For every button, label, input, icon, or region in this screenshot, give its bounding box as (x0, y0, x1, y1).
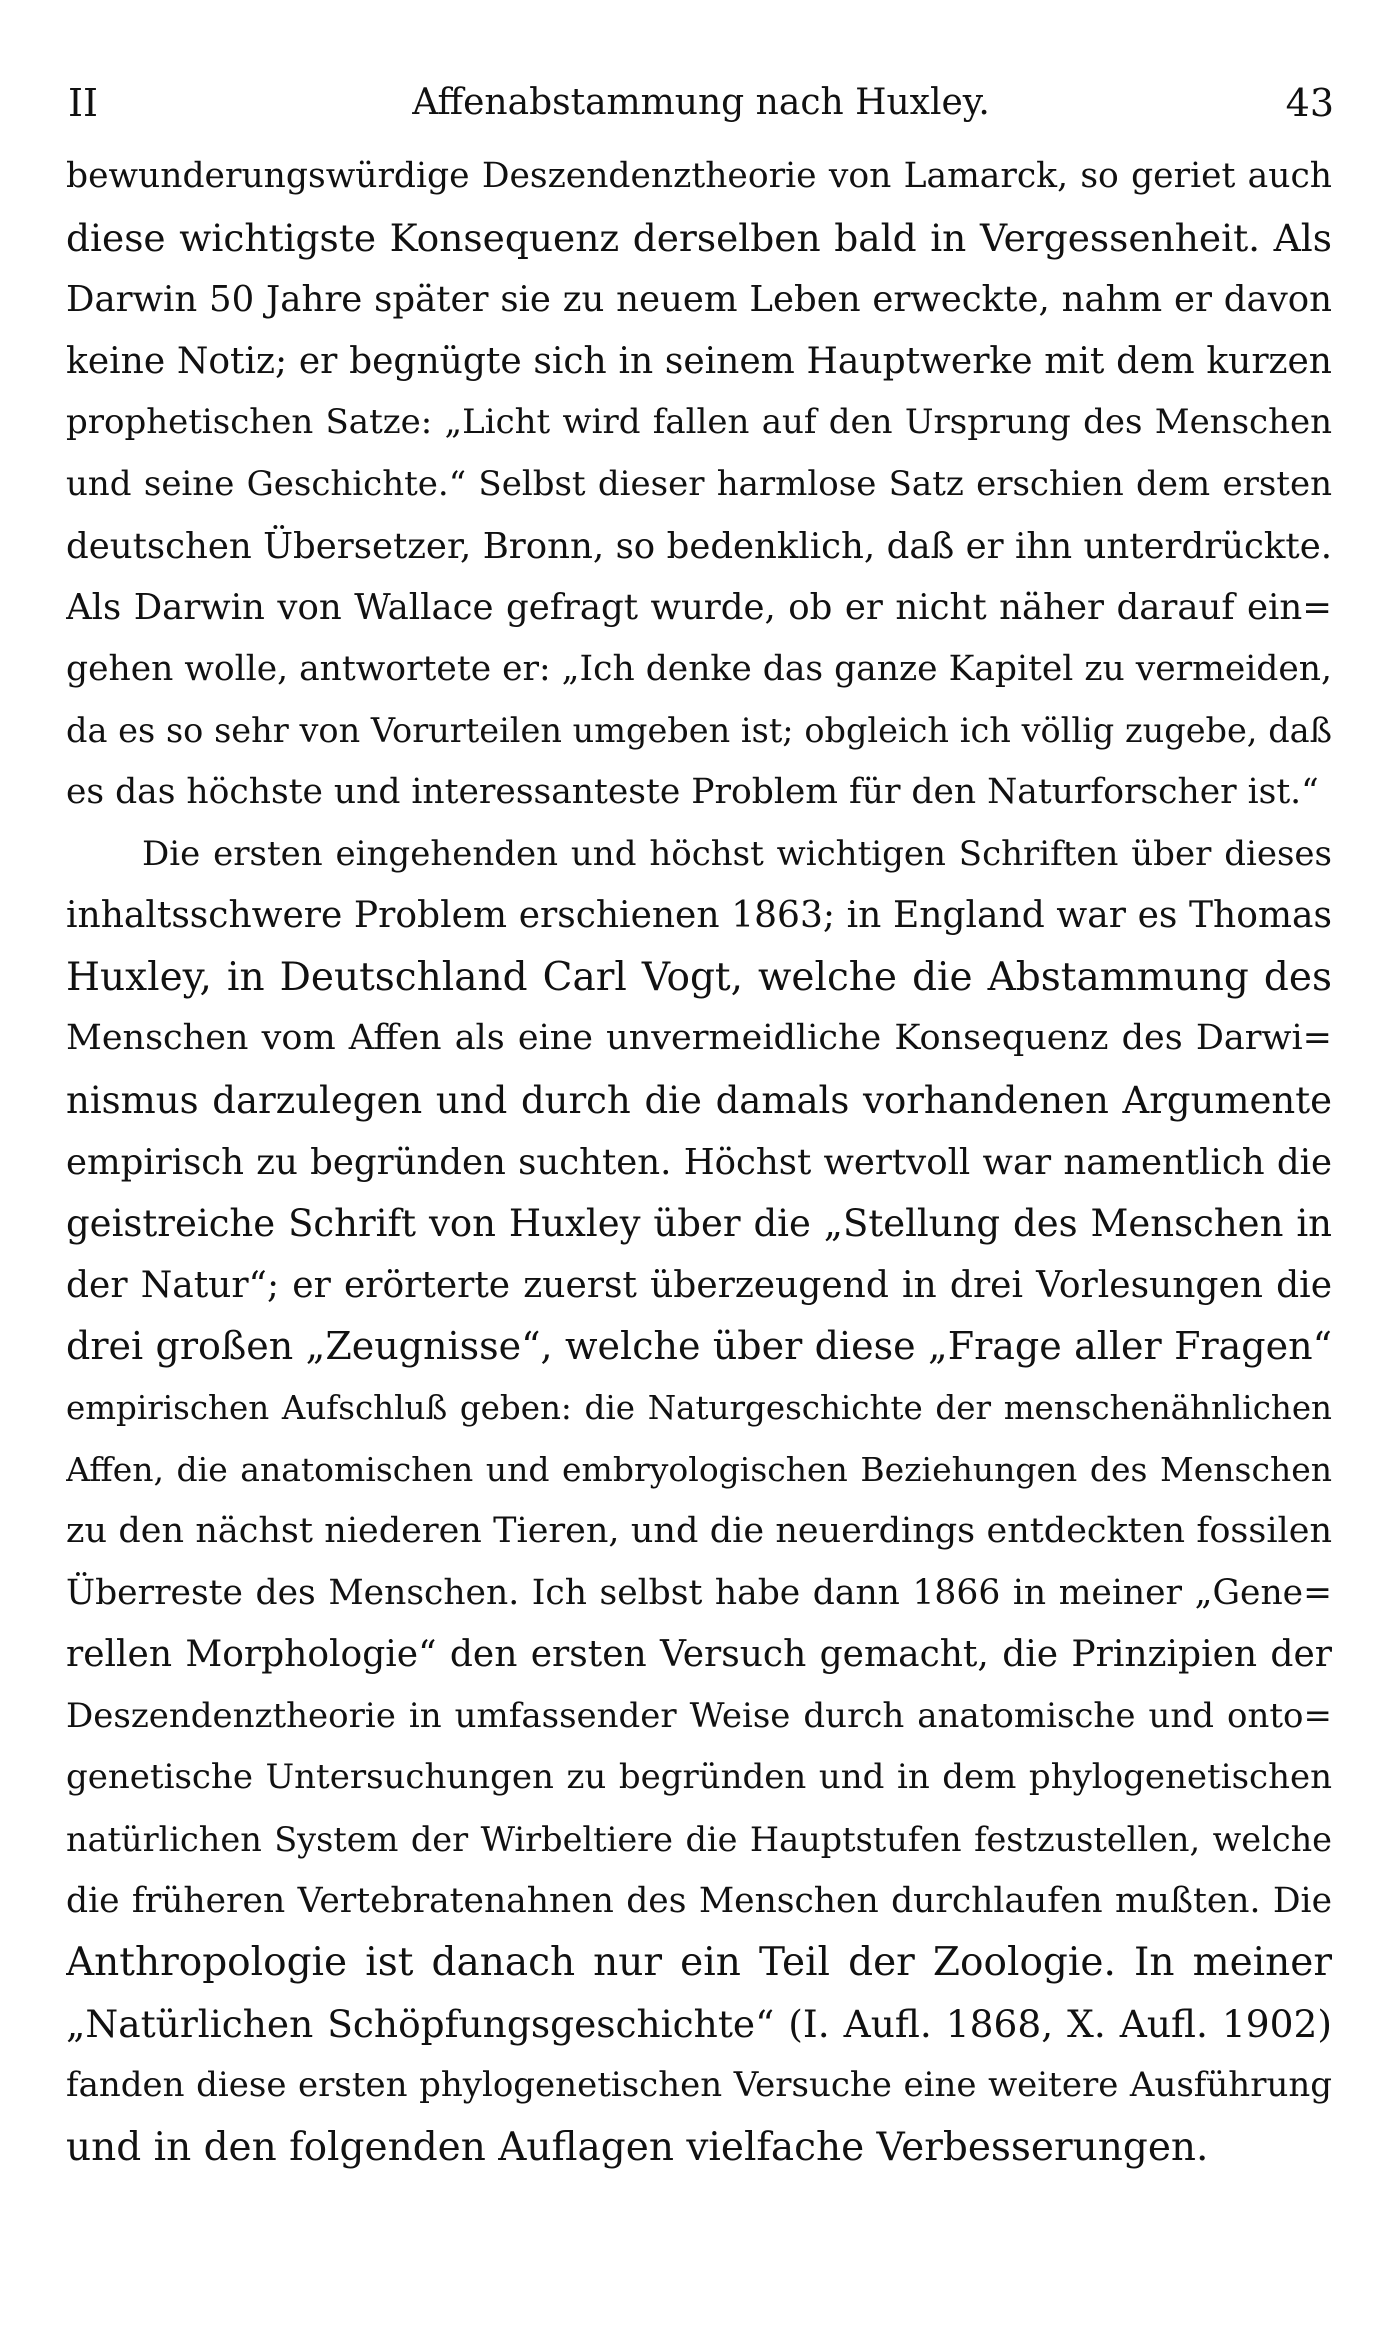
page-number: 43 (1285, 81, 1334, 125)
text-line: gehen wolle, antwortete er: „Ich denke das ganze Kapitel zu vermeiden, (66, 648, 1332, 689)
text-line: geistreiche Schrift von Huxley über die „Stellung des Menschen in (66, 1202, 1332, 1246)
text-line: „Natürlichen Schöpfungsgeschichte“ (I. Aufl. 1868, X. Aufl. 1902) (66, 2001, 1332, 2046)
text-line: da es so sehr von Vorurteilen umgeben ist; obgleich ich völlig zugebe, daß (66, 711, 1332, 751)
text-line: empirischen Aufschluß geben: die Naturgeschichte der menschenähnlichen (66, 1388, 1332, 1427)
text-line: und in den folgenden Auflagen vielfache Verbesserungen. (66, 2125, 1209, 2170)
text-line: Als Darwin von Wallace gefragt wurde, ob er nicht näher darauf ein= (66, 587, 1332, 629)
text-line: Anthropologie ist danach nur ein Teil der Zoologie. In meiner (66, 1940, 1332, 1986)
text-line: Die ersten eingehenden und höchst wichtigen Schriften über dieses (142, 833, 1332, 874)
text-line: Deszendenztheorie in umfassender Weise durch anatomische und onto= (66, 1695, 1332, 1736)
page-header (68, 78, 1334, 128)
text-line: natürlichen System der Wirbeltiere die Hauptstufen festzustellen, welche (66, 1820, 1332, 1860)
text-line: und seine Geschichte.“ Selbst dieser harmlose Satz erschien dem ersten (66, 463, 1332, 504)
text-line: die früheren Vertebratenahnen des Menschen durchlaufen mußten. Die (66, 1880, 1332, 1921)
text-line: Menschen vom Affen als eine unvermeidliche Konsequenz des Darwi= (66, 1018, 1332, 1059)
text-line: prophetischen Satze: „Licht wird fallen auf den Ursprung des Menschen (66, 402, 1332, 443)
text-line: bewunderungswürdige Deszendenztheorie von Lamarck, so geriet auch (66, 156, 1332, 196)
running-title: Affenabstammung nach Huxley. (412, 82, 990, 123)
text-line: zu den nächst niederen Tieren, und die neuerdings entdeckten fossilen (66, 1511, 1332, 1552)
text-line: der Natur“; er erörterte zuerst überzeugend in drei Vorlesungen die (66, 1264, 1332, 1306)
text-line: nismus darzulegen und durch die damals vorhandenen Argumente (66, 1078, 1332, 1122)
text-line: keine Notiz; er begnügte sich in seinem Hauptwerke mit dem kurzen (66, 340, 1332, 382)
section-number: II (68, 81, 99, 125)
body-text (66, 146, 1332, 2179)
text-line: deutschen Übersetzer, Bronn, so bedenklich, daß er ihn unterdrückte. (66, 525, 1332, 567)
text-line: empirisch zu begründen suchten. Höchst wertvoll war namentlich die (66, 1141, 1332, 1183)
text-line: Affen, die anatomischen und embryologischen Beziehungen des Menschen (66, 1450, 1332, 1490)
text-line: inhaltsschwere Problem erschienen 1863; in England war es Thomas (66, 895, 1332, 937)
text-line: es das höchste und interessanteste Problem für den Naturforscher ist.“ (66, 771, 1319, 812)
text-line: fanden diese ersten phylogenetischen Versuche eine weitere Ausführung (66, 2065, 1332, 2106)
text-line: genetische Untersuchungen zu begründen und in dem phylogenetischen (66, 1757, 1332, 1798)
text-line: Huxley, in Deutschland Carl Vogt, welche die Abstammung des (66, 954, 1332, 1000)
text-line: Darwin 50 Jahre später sie zu neuem Leben erweckte, nahm er davon (66, 279, 1332, 321)
text-line: diese wichtigste Konsequenz derselben bald in Vergessenheit. Als (66, 215, 1332, 260)
text-line: drei großen „Zeugnisse“, welche über diese „Frage aller Fragen“ (66, 1324, 1332, 1369)
text-line: Überreste des Menschen. Ich selbst habe dann 1866 in meiner „Gene= (66, 1572, 1332, 1613)
text-line: rellen Morphologie“ den ersten Versuch gemacht, die Prinzipien der (66, 1634, 1332, 1676)
